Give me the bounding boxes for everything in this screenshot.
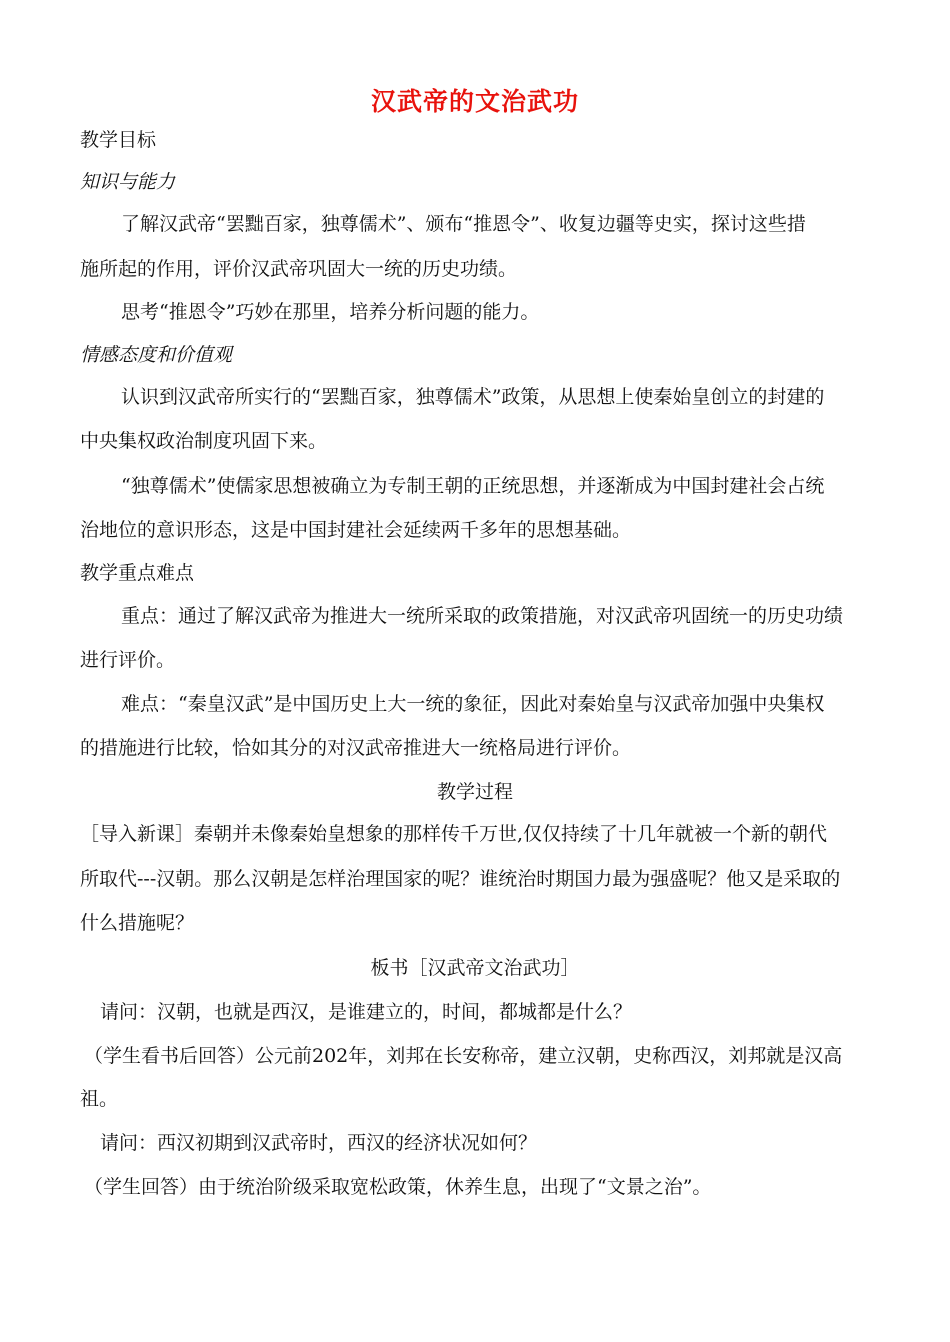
question-1: 请问：汉朝，也就是西汉，是谁建立的，时间，都城都是什么？ [100, 1001, 633, 1023]
answer-2: （学生回答）由于统治阶级采取宽松政策，休养生息，出现了“文景之治”。 [84, 1176, 712, 1198]
answer-1-line-1: （学生看书后回答）公元前202年，刘邦在长安称帝，建立汉朝，史称西汉，刘邦就是汉高 [84, 1045, 843, 1067]
knowledge-paragraph-1-line-1: 了解汉武帝“罢黜百家，独尊儒术”、颁布“推恩令”、收复边疆等史实，探讨这些措 [121, 213, 806, 235]
emotion-paragraph-2-line-1: “独尊儒术”使儒家思想被确立为专制王朝的正统思想，并逐渐成为中国封建社会占统 [121, 475, 825, 497]
intro-line-2: 所取代---汉朝。那么汉朝是怎样治理国家的呢？谁统治时期国力最为强盛呢？他又是采取的 [80, 868, 841, 890]
emotion-paragraph-2-line-2: 治地位的意识形态，这是中国封建社会延续两千多年的思想基础。 [80, 519, 632, 541]
question-2: 请问：西汉初期到汉武帝时，西汉的经济状况如何？ [100, 1132, 538, 1154]
answer-1-line-2: 祖。 [80, 1088, 119, 1110]
intro-line-1: ［导入新课］秦朝并未像秦始皇想象的那样传千万世,仅仅持续了十几年就被一个新的朝代 [80, 823, 828, 845]
objectives-heading: 教学目标 [80, 129, 157, 151]
keypoint-paragraph-2-line-1: 难点：“秦皇汉武”是中国历史上大一统的象征，因此对秦始皇与汉武帝加强中央集权 [121, 693, 825, 715]
emotion-heading: 情感态度和价值观 [80, 344, 233, 366]
board-heading: 板书［汉武帝文治武功］ [370, 957, 580, 979]
document-title: 汉武帝的文治武功 [370, 87, 579, 116]
keypoint-paragraph-1-line-1: 重点：通过了解汉武帝为推进大一统所采取的政策措施，对汉武帝巩固统一的历史功绩 [121, 605, 844, 627]
knowledge-heading: 知识与能力 [80, 171, 176, 193]
emotion-paragraph-1-line-2: 中央集权政治制度巩固下来。 [80, 430, 328, 452]
knowledge-paragraph-2: 思考“推恩令”巧妙在那里，培养分析问题的能力。 [121, 301, 540, 323]
process-heading: 教学过程 [436, 781, 513, 803]
intro-line-3: 什么措施呢？ [80, 912, 195, 934]
keypoint-paragraph-2-line-2: 的措施进行比较，恰如其分的对汉武帝推进大一统格局进行评价。 [80, 737, 632, 759]
emotion-paragraph-1-line-1: 认识到汉武帝所实行的“罢黜百家，独尊儒术”政策，从思想上使秦始皇创立的封建的 [121, 386, 825, 408]
keypoint-paragraph-1-line-2: 进行评价。 [80, 649, 176, 671]
keypoints-heading: 教学重点难点 [80, 562, 195, 584]
knowledge-paragraph-1-line-2: 施所起的作用，评价汉武帝巩固大一统的历史功绩。 [80, 258, 518, 280]
